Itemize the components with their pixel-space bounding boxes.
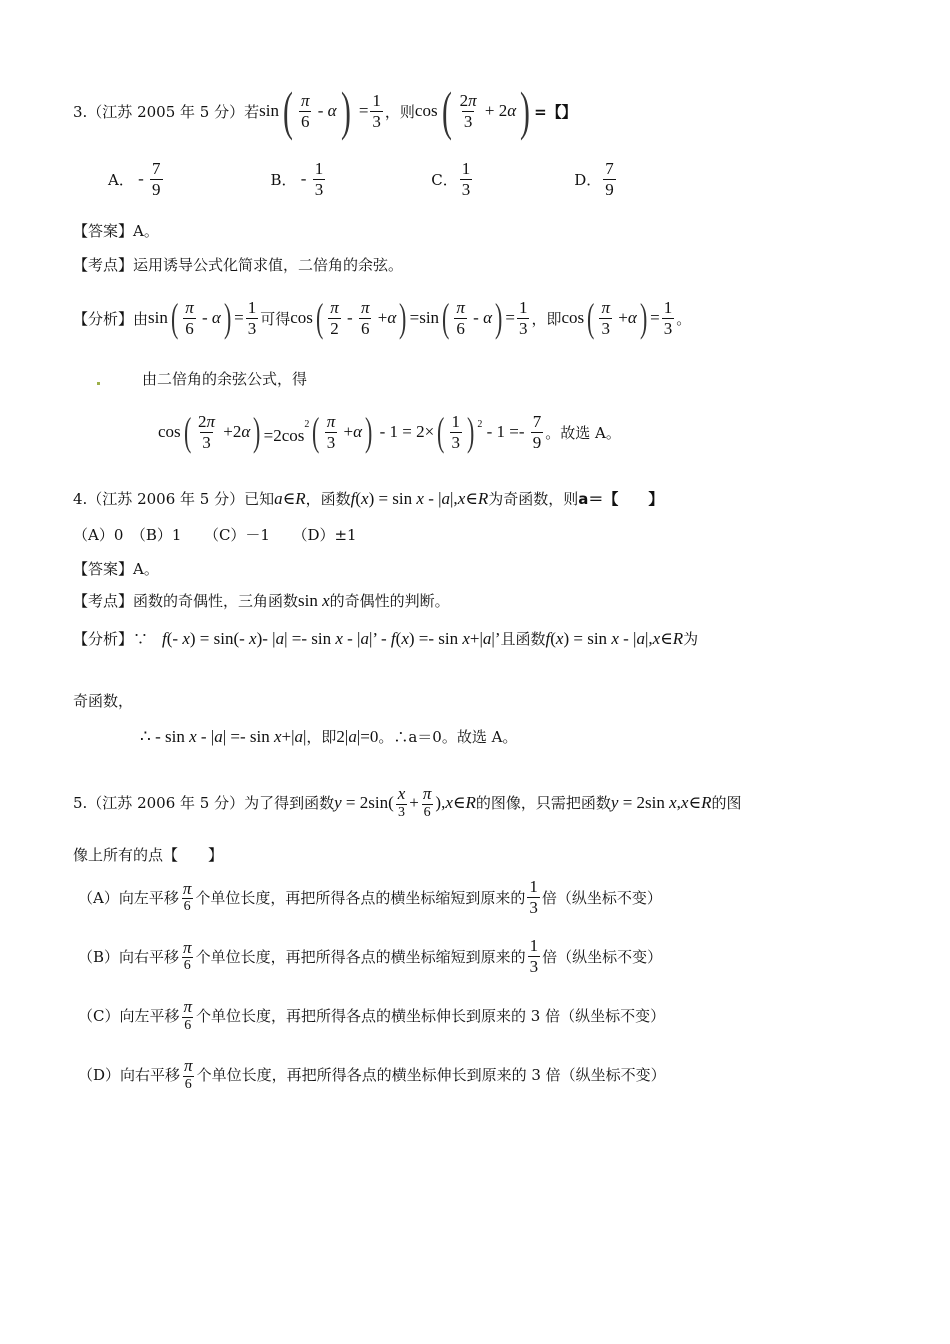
q5-option-c-end: 个单位长度，再把所得各点的横坐标伸长到原来的 3 倍（纵坐标不变）: [196, 1007, 666, 1026]
q3-option-c-label: C．: [431, 170, 458, 189]
q4-stem-prefix: 4.（江苏 2006 年 5 分）已知: [73, 490, 275, 508]
q3-answer: 【答案】A。: [73, 222, 159, 240]
q4-kaodian: 【考点】函数的奇偶性，三角函数 sin x 的奇偶性的判断。: [73, 590, 450, 610]
q3-fenxi-end: 。: [676, 309, 692, 328]
q5-stem-mid: 的图像，只需把函数: [475, 794, 611, 813]
q4-answer: 【答案】A。: [73, 560, 159, 578]
q5-option-c-pre: （C）向左平移: [78, 1007, 180, 1026]
q5-option-a-pre: （A）向左平移: [78, 888, 179, 907]
q4-fenxi-ji: ，即: [306, 728, 337, 746]
q3-fenxi3: cos ( $\frac{2\pi}{3}$ +2 α ) $=2\cos^2$ ( $\frac{\pi}{3}$ + α ) - 1 = 2× ( $\frac{1}{3}$ ) $^2$ - 1 =- $\frac{7}{9}$ 。故选 A。: [158, 409, 621, 454]
q5-option-b: （B）向右平移 $\frac{\pi}{6}$ 个单位长度，再把所得各点的横坐标缩短到原来的 $\frac{1}{3}$ 倍（纵坐标不变）: [78, 936, 663, 976]
q5-option-a: （A）向左平移 $\frac{\pi}{6}$ 个单位长度，再把所得各点的横坐标缩短到原来的 $\frac{1}{3}$ 倍（纵坐标不变）: [78, 877, 662, 917]
q3-options: A． - $\frac{7}{9}$ B． - $\frac{1}{3}$ C． $\frac{1}{3}$ D． $\frac{7}{9}$: [108, 159, 614, 199]
q4-kaodian-a: 【考点】函数的奇偶性，三角函数: [73, 592, 299, 610]
q5-option-d: （D）向右平移 $\frac{\pi}{6}$ 个单位长度，再把所得各点的横坐标伸长到原来的 3 倍（纵坐标不变）: [78, 1056, 666, 1092]
q4-stem-end: a＝【 】: [578, 490, 664, 508]
q4-fenxi-wei: 为: [683, 630, 699, 648]
q3-kaodian: 【考点】运用诱导公式化简求值，二倍角的余弦。: [73, 256, 404, 274]
q4-fenxi-qie: 且函数: [500, 630, 546, 648]
q5-option-d-end: 个单位长度，再把所得各点的横坐标伸长到原来的 3 倍（纵坐标不变）: [196, 1066, 666, 1085]
q4-fenxi-end: 。∴a＝0。故选 A。: [378, 728, 518, 746]
formula: sin: [259, 101, 279, 120]
q5-option-b-end: 倍（纵坐标不变）: [542, 947, 663, 966]
q3-option-a-label: A．: [108, 170, 134, 189]
q3-stem-prefix: 3.（江苏 2005 年 5 分）若: [73, 102, 260, 121]
q3-fenxi3-end: 。故选 A。: [545, 423, 621, 442]
q5-stem-line2: 像上所有的点【 】: [73, 846, 224, 864]
q3-fenxi: 【分析】由 sin ( $\frac{\pi}{6}$ - α ) = $\frac{1}{3}$ 可得 cos ( $\frac{\pi}{2}$ - $\frac{\pi}{6}$ + α ) =sin ( $\frac{\pi}{6}$ - α ) = $\frac{1}{3}$ ，即 cos ( $\frac{\pi}{3}$ + α ) = $\frac{1}{3}$ 。: [73, 295, 692, 340]
fraction: $\frac{\pi}{6}$: [300, 90, 310, 131]
q3-fenxi-ji: ，即: [531, 309, 562, 328]
q4-fenxi-line3: ∴ - sin x - | a | =- sin x +| a | ，即 2| a |=0 。∴a＝0。故选 A。: [140, 726, 518, 746]
q4-options: （A）0 （B）1 （C）－1 （D）±1: [73, 526, 357, 544]
q4-stem-mid2: 为奇函数，则: [488, 490, 579, 508]
q5-option-a-mid: 个单位长度，再把所得各点的横坐标缩短到原来的: [195, 888, 526, 907]
q4-kaodian-b: 的奇偶性的判断。: [329, 592, 450, 610]
q4-fenxi-label: 【分析】∵: [73, 630, 149, 648]
q4-stem-mid: ，函数: [305, 490, 351, 508]
q3-stem: 3.（江苏 2005 年 5 分）若 sin ( $\frac{\pi}{6}$ - α ) = $\frac{1}{3}$ ，则 cos ( $\frac{2\pi}{3}$ + 2 α ) =【】: [73, 81, 577, 141]
q5-option-d-pre: （D）向右平移: [78, 1066, 181, 1085]
q5-option-c: （C）向左平移 $\frac{\pi}{6}$ 个单位长度，再把所得各点的横坐标伸长到原来的 3 倍（纵坐标不变）: [78, 997, 666, 1033]
q3-stem-end: =【】: [534, 102, 577, 121]
q3-fenxi-label: 【分析】由: [73, 309, 149, 328]
q3-option-b-label: B．: [270, 170, 297, 189]
q5-option-b-pre: （B）向右平移: [78, 947, 180, 966]
q4-fenxi: 【分析】∵ f (- x ) = sin(- x )- | a | =- sin x - | a |’ - f ( x ) =- sin x +| a |’ 且函数 f ( x ) = sin x - | a |, x ∈ R 为: [73, 628, 699, 648]
q5-stem: 5.（江苏 2006 年 5 分）为了得到函数 y = 2sin( $\frac{x}{3}$ + $\frac{\pi}{6}$ ), x ∈ R 的图像，只需把函数 y = 2sin x , x ∈ R 的图: [73, 784, 742, 820]
q3-option-d-label: D．: [574, 170, 602, 189]
q5-option-a-end: 倍（纵坐标不变）: [541, 888, 662, 907]
q5-option-b-mid: 个单位长度，再把所得各点的横坐标缩短到原来的: [195, 947, 526, 966]
q3-fenxi-kede: 可得: [260, 309, 291, 328]
q4-stem: 4.（江苏 2006 年 5 分）已知 a ∈ R ，函数 f ( x ) = sin x - | a |, x ∈ R 为奇函数，则 a＝【 】: [73, 488, 664, 508]
q5-stem-prefix: 5.（江苏 2006 年 5 分）为了得到函数: [73, 794, 335, 813]
stray-dot: [97, 382, 100, 385]
q4-fenxi-line2: 奇函数，: [73, 692, 134, 710]
q5-stem-end: 的图: [711, 794, 742, 813]
q3-stem-then: ，则: [384, 102, 415, 121]
q3-fenxi2: 由二倍角的余弦公式，得: [142, 370, 308, 388]
